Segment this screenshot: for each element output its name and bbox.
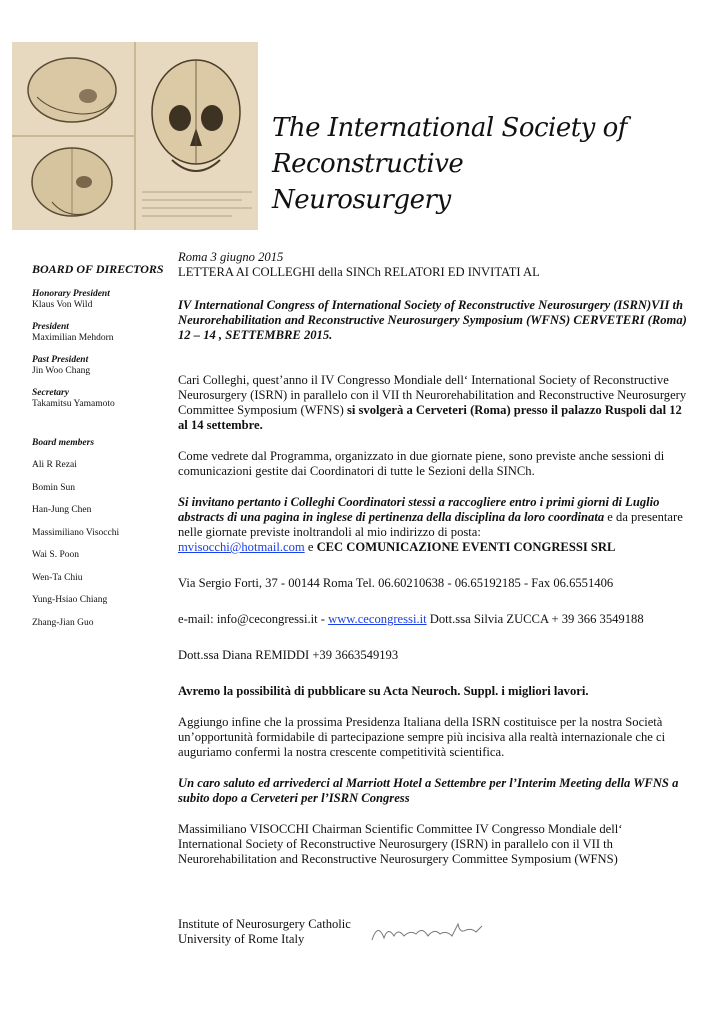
contact-line-2: Dott.ssa Diana REMIDDI +39 3663549193 — [178, 648, 399, 662]
board-member: Yung-Hsiao Chiang — [32, 595, 108, 605]
society-title-line-2: Neurosurgery — [272, 185, 451, 215]
role-honorary-president: Honorary President — [32, 289, 110, 299]
contact-line — [178, 612, 688, 627]
name-honorary-president: Klaus Von Wild — [32, 300, 93, 310]
board-member: Wai S. Poon — [32, 550, 80, 560]
agency-address: Via Sergio Forti, 37 - 00144 Roma Tel. 06.60210638 - 06.65192185 - Fax 06.6551406 — [178, 576, 614, 590]
signatory-block: Massimiliano VISOCCHI Chairman Scientific Committee IV Congresso Mondiale dell‘ International Society of Reconstructive Neurosurgery (ISRN) in parallelo con il VII th Neurorehabilitation and Reconstructive Neurosurgery Committee Symposium (WFNS) — [178, 822, 623, 866]
leonardo-skull-sketch-image — [12, 42, 258, 230]
paragraph-presidency: Aggiungo infine che la prossima Presidenza Italiana della ISRN costituisce per la nostra Società un’opportunità formidabile di partecipazione sempre più incisiva alla realtà internazionale che ci auguriamo confermi la nostra crescente competitività scientifica. — [178, 715, 666, 759]
board-member: Zhang-Jian Guo — [32, 617, 94, 628]
board-member: Bomin Sun — [32, 482, 76, 493]
name-secretary: Takamitsu Yamamoto — [32, 399, 115, 409]
board-members-label: Board members — [32, 438, 95, 448]
board-member: Han-Jung Chen — [32, 505, 92, 515]
paragraph-intro-text: Cari Colleghi, quest’anno il IV Congresso Mondiale dell‘ International Society of Reconstructive Neurosurgery (ISRN) in parallelo con il VII th Neurorehabilitation and Reconstructive Neurosurgery Committee Symposium (WFNS) — [178, 373, 687, 417]
board-member: Ali R Rezai — [32, 460, 77, 470]
paragraph-abstracts — [178, 495, 688, 540]
name-president: Maximilian Mehdorn — [32, 333, 114, 343]
board-of-directors-sidebar — [32, 262, 172, 640]
letter-body — [178, 250, 688, 947]
institute-line-1: Institute of Neurosurgery Catholic — [178, 917, 351, 931]
board-heading: BOARD OF DIRECTORS — [32, 262, 164, 276]
website-link[interactable]: www.cecongressi.it — [328, 612, 427, 626]
paragraph-abstracts-text: e da presentare nelle giornate previste inoltrandoli al mio indirizzo di posta: — [178, 510, 683, 539]
board-member: Wen-Ta Chiu — [32, 572, 83, 583]
handwritten-signature — [368, 918, 488, 948]
role-past-president: Past President — [32, 355, 89, 365]
paragraph-intro — [178, 373, 688, 433]
email-line — [178, 540, 688, 555]
society-title — [272, 110, 712, 218]
contact-prefix: e-mail: info@cecongressi.it - — [178, 612, 329, 626]
contact-suffix: Dott.ssa Silvia ZUCCA + 39 366 3549188 — [426, 612, 644, 626]
society-title-line-1: The International Society of Reconstructive — [272, 113, 627, 179]
email-link[interactable]: mvisocchi@hotmail.com — [178, 540, 305, 554]
board-member: Massimiliano Visocchi — [32, 527, 120, 538]
role-president: President — [32, 322, 69, 332]
agency-name: CEC COMUNICAZIONE EVENTI CONGRESSI SRL — [316, 540, 616, 554]
congress-title: IV International Congress of International Society of Reconstructive Neurosurgery (ISRN)VII th Neurorehabilitation and Reconstructive Neurosurgery Symposium (WFNS) CERVETERI (Roma) 12 – 14 , SETTEMBRE 2015. — [178, 298, 687, 342]
name-past-president: Jin Woo Chang — [32, 366, 91, 376]
institute-line-2: University of Rome Italy — [178, 932, 305, 946]
email-after: e — [304, 540, 317, 554]
closing-greeting: Un caro saluto ed arrivederci al Marriott Hotel a Settembre per l’Interim Meeting della WFNS a subito dopo a Cerveteri per l’ISRN Congress — [178, 776, 679, 805]
publication-note: Avremo la possibilità di pubblicare su Acta Neuroch. Suppl. i migliori lavori. — [178, 684, 589, 698]
role-secretary: Secretary — [32, 388, 69, 398]
letter-subject: LETTERA AI COLLEGHI della SINCh RELATORI ED INVITATI AL — [178, 265, 540, 279]
paragraph-program: Come vedrete dal Programma, organizzato in due giornate piene, sono previste anche sessioni di comunicazioni gestite dai Coordinatori di tutte le Sezioni della SINCh. — [178, 449, 665, 478]
paragraph-abstracts-emphasis: Si invitano pertanto i Colleghi Coordinatori stessi a raccogliere entro i primi giorni di Luglio abstracts di una pagina in inglese di pertinenza della disciplina da loro coordinata — [178, 495, 660, 524]
paragraph-intro-bold: si svolgerà a Cerveteri (Roma) presso il palazzo Ruspoli dal 12 al 14 settembre. — [178, 403, 682, 432]
letter-date: Roma 3 giugno 2015 — [178, 250, 284, 264]
